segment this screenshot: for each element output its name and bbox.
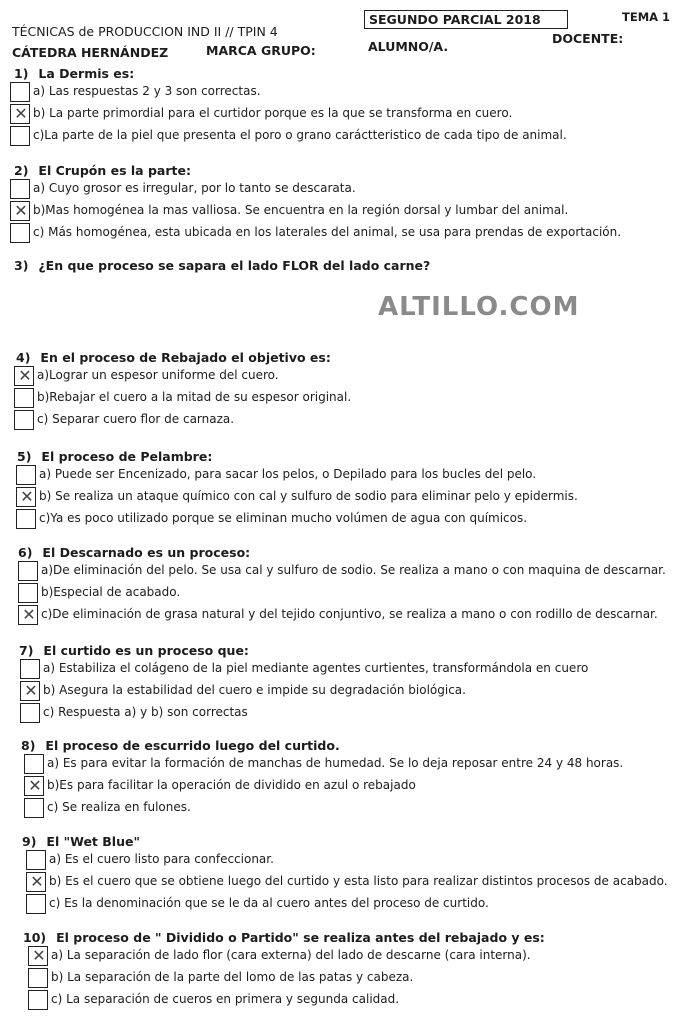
answer-checkbox[interactable]: [16, 487, 36, 507]
question-text: La Dermis es:: [38, 66, 135, 81]
answer-checkbox[interactable]: [20, 703, 40, 723]
answer-checkbox[interactable]: [14, 366, 34, 386]
question-title: [14, 66, 134, 81]
answer-text: a) La separación de lado flor (cara externa) del lado de descarne (cara interna).: [51, 948, 531, 962]
cross-mark-icon: ✕: [14, 201, 28, 220]
answer-checkbox[interactable]: [14, 410, 34, 430]
question-text: El proceso de " Dividido o Partido" se realiza antes del rebajado y es:: [56, 930, 545, 945]
question-number: 2): [14, 163, 29, 178]
answer-text: c)Ya es poco utilizado porque se eliminan mucho volúmen de agua con químicos.: [39, 511, 528, 525]
question-text: ¿En que proceso se sapara el lado FLOR del lado carne?: [38, 258, 431, 273]
course-title: TÉCNICAS de PRODUCCION IND II // TPIN 4: [12, 24, 278, 39]
answer-text: a) Las respuestas 2 y 3 son correctas.: [33, 84, 261, 98]
cross-mark-icon: ✕: [18, 366, 32, 385]
answer-text: c) Respuesta a) y b) son correctas: [43, 705, 248, 719]
question-title: [23, 930, 545, 945]
chair-name: CÁTEDRA HERNÁNDEZ: [12, 45, 169, 60]
answer-checkbox[interactable]: [10, 126, 30, 146]
question-text: El proceso de Pelambre:: [41, 449, 213, 464]
cross-mark-icon: ✕: [22, 605, 36, 624]
answer-checkbox[interactable]: [10, 179, 30, 199]
question-number: 3): [14, 258, 29, 273]
answer-checkbox[interactable]: [26, 894, 46, 914]
teacher-label: DOCENTE:: [552, 31, 624, 46]
question-text: El curtido es un proceso que:: [43, 643, 249, 658]
answer-checkbox[interactable]: [20, 681, 40, 701]
watermark: ALTILLO.COM: [378, 292, 580, 322]
question-number: 9): [22, 834, 37, 849]
answer-checkbox[interactable]: [18, 605, 38, 625]
answer-checkbox[interactable]: [10, 201, 30, 221]
answer-text: a) Puede ser Encenizado, para sacar los pelos, o Depilado para los bucles del pelo.: [39, 467, 537, 481]
cross-mark-icon: ✕: [32, 946, 46, 965]
answer-text: b) La parte primordial para el curtidor porque es la que se transforma en cuero.: [33, 106, 513, 120]
cross-mark-icon: ✕: [20, 487, 34, 506]
question-number: 5): [17, 449, 32, 464]
question-text: El Crupón es la parte:: [38, 163, 191, 178]
answer-text: c) Separar cuero flor de carnaza.: [37, 412, 235, 426]
answer-checkbox[interactable]: [16, 465, 36, 485]
question-number: 7): [19, 643, 34, 658]
question-text: El proceso de escurrido luego del curtido.: [45, 738, 340, 753]
question-title: [17, 449, 212, 464]
question-number: 4): [16, 350, 31, 365]
student-label: ALUMNO/A.: [368, 39, 449, 54]
question-text: En el proceso de Rebajado el objetivo es:: [40, 350, 331, 365]
answer-text: c)De eliminación de grasa natural y del tejido conjuntivo, se realiza a mano o con rodillo de descarnar.: [41, 607, 658, 621]
question-title: [22, 834, 140, 849]
answer-text: a)Lograr un espesor uniforme del cuero.: [37, 368, 279, 382]
answer-checkbox[interactable]: [28, 946, 48, 966]
cross-mark-icon: ✕: [30, 872, 44, 891]
answer-text: a) Es para evitar la formación de manchas de humedad. Se lo deja reposar entre 24 y 48 horas.: [47, 756, 624, 770]
answer-text: a) Cuyo grosor es irregular, por lo tanto se descarata.: [33, 181, 356, 195]
answer-text: c) Es la denominación que se le da al cuero antes del proceso de curtido.: [49, 896, 489, 910]
answer-checkbox[interactable]: [26, 872, 46, 892]
answer-text: b) Es el cuero que se obtiene luego del curtido y esta listo para realizar distintos procesos de acabado.: [49, 874, 668, 888]
question-text: El "Wet Blue": [46, 834, 140, 849]
exam-title-box: SEGUNDO PARCIAL 2018: [364, 10, 568, 29]
question-title: [19, 643, 249, 658]
question-number: 1): [14, 66, 29, 81]
cross-mark-icon: ✕: [28, 776, 42, 795]
answer-text: b)Especial de acabado.: [41, 585, 181, 599]
answer-checkbox[interactable]: [20, 659, 40, 679]
question-number: 10): [23, 930, 47, 945]
answer-checkbox[interactable]: [24, 798, 44, 818]
answer-text: b)Mas homogénea la mas valliosa. Se encuentra en la región dorsal y lumbar del animal.: [33, 203, 569, 217]
answer-checkbox[interactable]: [10, 104, 30, 124]
answer-checkbox[interactable]: [18, 561, 38, 581]
answer-text: b) La separación de la parte del lomo de las patas y cabeza.: [51, 970, 414, 984]
answer-text: b)Rebajar el cuero a la mitad de su espesor original.: [37, 390, 352, 404]
answer-text: c)La parte de la piel que presenta el poro o grano caráctteristico de cada tipo de animal.: [33, 128, 567, 142]
answer-checkbox[interactable]: [16, 509, 36, 529]
cross-mark-icon: ✕: [24, 681, 38, 700]
answer-text: b)Es para facilitar la operación de dividido en azul o rebajado: [47, 778, 416, 792]
answer-checkbox[interactable]: [26, 850, 46, 870]
group-mark-label: MARCA GRUPO:: [206, 43, 316, 58]
answer-text: b) Se realiza un ataque químico con cal y sulfuro de sodio para eliminar pelo y epidermis.: [39, 489, 578, 503]
question-title: [14, 258, 430, 273]
answer-checkbox[interactable]: [24, 776, 44, 796]
answer-text: c) Se realiza en fulones.: [47, 800, 191, 814]
answer-checkbox[interactable]: [24, 754, 44, 774]
question-title: [18, 545, 250, 560]
cross-mark-icon: ✕: [14, 104, 28, 123]
question-title: [21, 738, 340, 753]
answer-checkbox[interactable]: [10, 223, 30, 243]
question-title: [14, 163, 191, 178]
answer-checkbox[interactable]: [10, 82, 30, 102]
question-title: [16, 350, 331, 365]
question-number: 6): [18, 545, 33, 560]
answer-checkbox[interactable]: [28, 968, 48, 988]
answer-text: c) Más homogénea, esta ubicada en los laterales del animal, se usa para prendas de exportación.: [33, 225, 622, 239]
answer-checkbox[interactable]: [14, 388, 34, 408]
question-number: 8): [21, 738, 36, 753]
answer-text: c) La separación de cueros en primera y segunda calidad.: [51, 992, 400, 1006]
answer-text: a)De eliminación del pelo. Se usa cal y sulfuro de sodio. Se realiza a mano o con maquina de descarnar.: [41, 563, 666, 577]
answer-text: a) Estabiliza el colágeno de la piel mediante agentes curtientes, transformándola en cuero: [43, 661, 589, 675]
question-text: El Descarnado es un proceso:: [42, 545, 251, 560]
answer-text: a) Es el cuero listo para confeccionar.: [49, 852, 274, 866]
answer-text: b) Asegura la estabilidad del cuero e impide su degradación biológica.: [43, 683, 466, 697]
answer-checkbox[interactable]: [18, 583, 38, 603]
theme-label: TEMA 1: [622, 10, 671, 24]
answer-checkbox[interactable]: [28, 990, 48, 1010]
